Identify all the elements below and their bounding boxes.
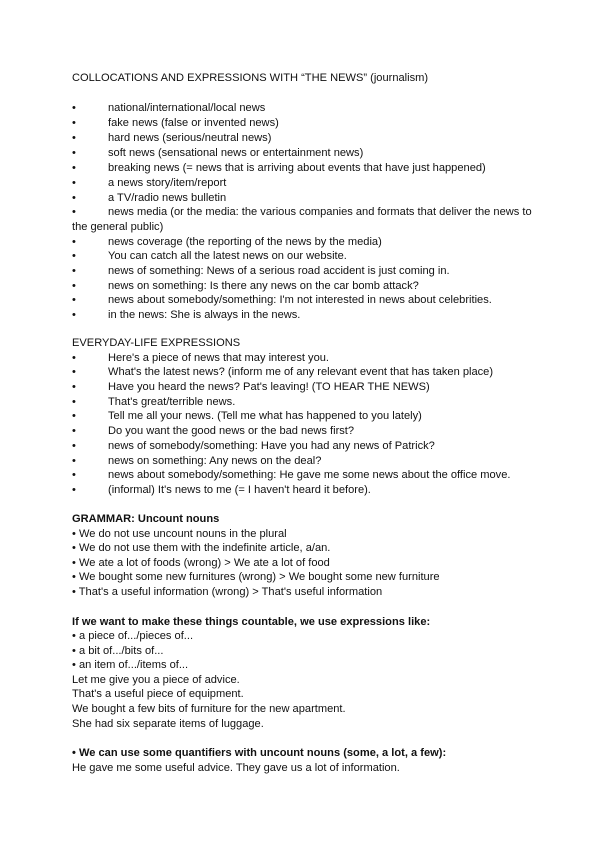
countable-point: • a bit of.../bits of... — [72, 645, 164, 657]
countable-heading: If we want to make these things countable, we use expressions like: — [72, 616, 431, 628]
grammar-heading: GRAMMAR: Uncount nouns — [72, 513, 220, 525]
list-item-text: in the news: She is always in the news. — [108, 309, 301, 321]
list-item-text: (informal) It's news to me (= I haven't heard it before). — [108, 484, 371, 496]
bullet-icon: • — [72, 147, 76, 159]
bullet-icon: • — [72, 455, 76, 467]
bullet-icon: • — [72, 396, 76, 408]
list-item-text: news about somebody/something: I'm not interested in news about celebrities. — [108, 294, 492, 306]
bullet-icon: • — [72, 469, 76, 481]
bullet-icon: • — [72, 410, 76, 422]
everyday-heading: EVERYDAY-LIFE EXPRESSIONS — [72, 337, 241, 349]
list-item-text: fake news (false or invented news) — [108, 117, 279, 129]
list-item-text: national/international/local news — [108, 102, 266, 114]
bullet-icon: • — [72, 425, 76, 437]
bullet-icon: • — [72, 440, 76, 452]
list-item-text: news coverage (the reporting of the news by the media) — [108, 236, 382, 248]
document-title: COLLOCATIONS AND EXPRESSIONS WITH “THE NEWS” (journalism) — [72, 72, 429, 84]
list-item-text: news of something: News of a serious road accident is just coming in. — [108, 265, 450, 277]
list-item-text: a news story/item/report — [108, 177, 227, 189]
example-sentence: That's a useful piece of equipment. — [72, 688, 244, 700]
bullet-icon: • — [72, 484, 76, 496]
example-sentence: We bought a few bits of furniture for the new apartment. — [72, 703, 346, 715]
list-item-text: news on something: Any news on the deal? — [108, 455, 322, 467]
example-sentence: She had six separate items of luggage. — [72, 718, 264, 730]
example-sentence: He gave me some useful advice. They gave us a lot of information. — [72, 762, 400, 774]
bullet-icon: • — [72, 265, 76, 277]
bullet-icon: • — [72, 206, 76, 218]
quantifier-heading: • We can use some quantifiers with uncount nouns (some, a lot, a few): — [72, 747, 447, 759]
list-item-text: You can catch all the latest news on our website. — [108, 250, 347, 262]
list-item — [72, 205, 532, 234]
bullet-icon: • — [72, 117, 76, 129]
grammar-point: • That's a useful information (wrong) > That's useful information — [72, 586, 383, 598]
list-item-text: news on something: Is there any news on the car bomb attack? — [108, 280, 419, 292]
grammar-point: • We do not use them with the indefinite article, a/an. — [72, 542, 331, 554]
list-item-text: soft news (sensational news or entertainment news) — [108, 147, 364, 159]
list-item-text: news about somebody/something: He gave me some news about the office move. — [108, 469, 511, 481]
bullet-icon: • — [72, 236, 76, 248]
list-item-text: Here's a piece of news that may interest you. — [108, 352, 330, 364]
list-item-text: Do you want the good news or the bad news first? — [108, 425, 355, 437]
bullet-icon: • — [72, 132, 76, 144]
list-item-text: news media (or the media: the various companies and formats that deliver the news to the general public) — [72, 206, 532, 233]
bullet-icon: • — [72, 192, 76, 204]
list-item-text: hard news (serious/neutral news) — [108, 132, 272, 144]
bullet-icon: • — [72, 381, 76, 393]
bullet-icon: • — [72, 309, 76, 321]
list-item-text: news of somebody/something: Have you had any news of Patrick? — [108, 440, 435, 452]
list-item-text: breaking news (= news that is arriving about events that have just happened) — [108, 162, 486, 174]
countable-point: • a piece of.../pieces of... — [72, 630, 194, 642]
grammar-point: • We ate a lot of foods (wrong) > We ate a lot of food — [72, 557, 330, 569]
bullet-icon: • — [72, 177, 76, 189]
countable-point: • an item of.../items of... — [72, 659, 189, 671]
list-item-text: a TV/radio news bulletin — [108, 192, 227, 204]
bullet-icon: • — [72, 294, 76, 306]
bullet-icon: • — [72, 352, 76, 364]
grammar-point: • We bought some new furnitures (wrong) > We bought some new furniture — [72, 571, 440, 583]
list-item-text: Have you heard the news? Pat's leaving! (TO HEAR THE NEWS) — [108, 381, 430, 393]
list-item-text: Tell me all your news. (Tell me what has happened to you lately) — [108, 410, 422, 422]
bullet-icon: • — [72, 102, 76, 114]
example-sentence: Let me give you a piece of advice. — [72, 674, 240, 686]
grammar-point: • We do not use uncount nouns in the plural — [72, 528, 287, 540]
list-item-text: That's great/terrible news. — [108, 396, 236, 408]
bullet-icon: • — [72, 280, 76, 292]
bullet-icon: • — [72, 162, 76, 174]
list-item-text: What's the latest news? (inform me of any relevant event that has taken place) — [108, 366, 494, 378]
bullet-icon: • — [72, 366, 76, 378]
bullet-icon: • — [72, 250, 76, 262]
